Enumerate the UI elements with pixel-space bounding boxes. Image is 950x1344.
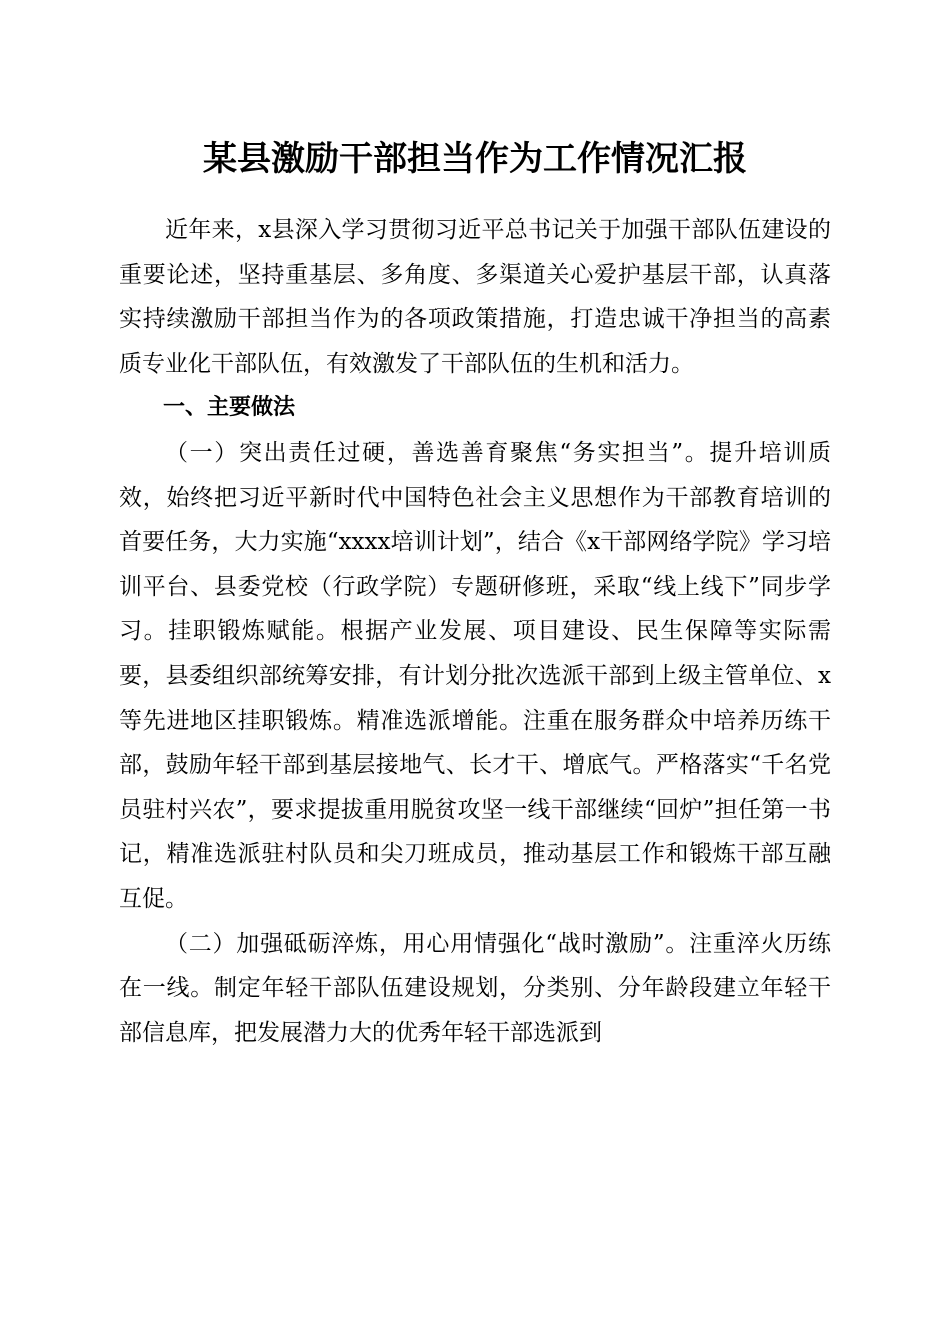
subsection-paragraph-1: （一）突出责任过硬，善选善育聚焦“务实担当”。提升培训质效，始终把习近平新时代中国特色社会主义思想作为干部教育培训的首要任务，大力实施“xxxx培训计划”，结合《x干部网络学院》学习培训平台、县委党校（行政学院）专题研修班，采取“线上线下”同步学习。挂职锻炼赋能。根据产业发展、项目建设、民生保障等实际需要，县委组织部统筹安排，有计划分批次选派干部到上级主管单位、x等先进地区挂职锻炼。精准选派增能。注重在服务群众中培养历练干部，鼓励年轻干部到基层接地气、长才干、增底气。严格落实“千名党员驻村兴农”，要求提拔重用脱贫攻坚一线干部继续“回炉”担任第一书记，精准选派驻村队员和尖刀班成员，推动基层工作和锻炼干部互融互促。 — [119, 439, 831, 912]
intro-paragraph: 近年来，x县深入学习贯彻习近平总书记关于加强干部队伍建设的重要论述，坚持重基层、多角度、多渠道关心爱护基层干部，认真落实持续激励干部担当作为的各项政策措施，打造忠诚干净担当的高素质专业化干部队伍，有效激发了干部队伍的生机和活力。 — [119, 217, 831, 377]
document-body — [119, 208, 831, 1055]
document-title: 某县激励干部担当作为工作情况汇报 — [203, 139, 747, 179]
section-heading-main-practices: 一、主要做法 — [163, 395, 296, 421]
subsection-paragraph-2: （二）加强砥砺淬炼，用心用情强化“战时激励”。注重淬火历练在一线。制定年轻干部队伍建设规划，分类别、分年龄段建立年轻干部信息库，把发展潜力大的优秀年轻干部选派到 — [119, 930, 831, 1046]
